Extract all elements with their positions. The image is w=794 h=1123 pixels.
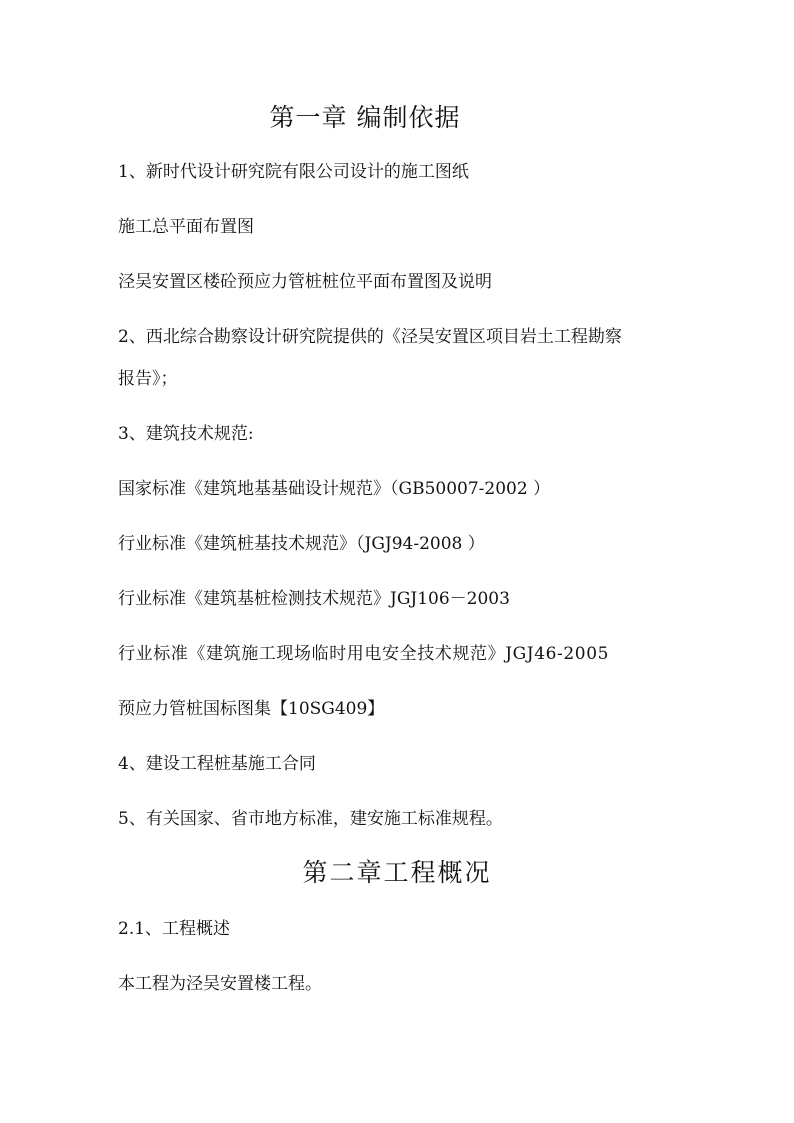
- standard-jgj46: 行业标准《建筑施工现场临时用电安全技术规范》JGJ46-2005: [118, 644, 610, 664]
- basis-item-2-continued: 报告》；: [118, 369, 178, 389]
- standard-jgj106: 行业标准《建筑基桩检测技术规范》JGJ106－2003: [118, 589, 510, 609]
- basis-item-pile-layout: 泾吴安置区楼砼预应力管桩桩位平面布置图及说明: [118, 272, 492, 292]
- section-2-1-heading: 2.1、工程概述: [118, 919, 231, 939]
- basis-item-2: 2、西北综合勘察设计研究院提供的《泾吴安置区项目岩土工程勘察: [118, 327, 622, 347]
- section-2-1-text: 本工程为泾吴安置楼工程。: [118, 974, 322, 994]
- chapter-2-title: 第二章工程概况: [302, 858, 492, 887]
- standard-jgj94: 行业标准《建筑桩基技术规范》（JGJ94-2008 ）: [118, 534, 485, 554]
- basis-item-5: 5、有关国家、省市地方标准，建安施工标准规程。: [118, 809, 503, 829]
- basis-item-site-plan: 施工总平面布置图: [118, 217, 254, 237]
- basis-item-1: 1、新时代设计研究院有限公司设计的施工图纸: [118, 162, 469, 182]
- basis-item-3: 3、建筑技术规范:: [118, 424, 254, 444]
- basis-item-4: 4、建设工程桩基施工合同: [118, 754, 316, 774]
- chapter-1-title: 第一章 编制依据: [269, 103, 461, 132]
- standard-10sg409: 预应力管桩国标图集【10SG409】: [118, 699, 385, 719]
- standard-gb50007: 国家标准《建筑地基基础设计规范》（GB50007-2002 ）: [118, 479, 551, 499]
